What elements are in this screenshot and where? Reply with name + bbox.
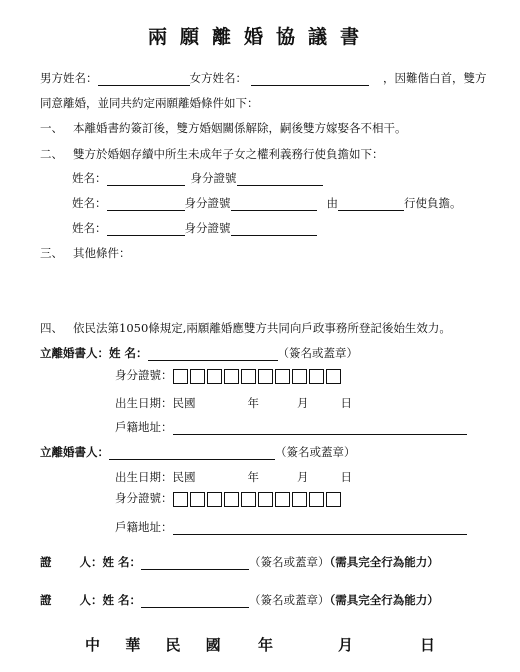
child-3-id-label: 身分證號 [184, 221, 231, 235]
party-1-month: 月 [297, 396, 309, 410]
footer-era: 中 華 民 國 [85, 636, 231, 654]
party-1-addr-field[interactable] [173, 422, 467, 435]
party-2-sign-note: （簽名或蓋章） [275, 445, 356, 459]
clause-4-text: 依民法第1050條規定,兩願離婚應雙方共同向戶政事務所登記後始生效力。 [73, 321, 451, 335]
child-1-name-field[interactable] [107, 173, 185, 186]
party-2-month: 月 [297, 470, 309, 484]
party-2-name-row [40, 444, 356, 460]
witness-1-label-a: 證 [40, 555, 52, 569]
witness-2-label-b: 人： [79, 593, 103, 607]
child-1-id-field[interactable] [237, 173, 323, 186]
id-box[interactable] [173, 492, 188, 507]
child-row-3 [72, 220, 317, 236]
party-1-dob-row [115, 395, 352, 411]
party-1-addr-label: 戶籍地址： [115, 420, 173, 434]
by-label: 由 [326, 196, 338, 210]
id-box[interactable] [326, 369, 341, 384]
party-1-id-label: 身分證號： [115, 368, 173, 382]
footer-year: 年 [258, 636, 274, 654]
clause-2 [40, 146, 384, 162]
witness-1-label-b: 人： [79, 555, 103, 569]
id-box[interactable] [241, 492, 256, 507]
husband-name-label: 男方姓名： [40, 71, 98, 85]
witness-2-row [40, 592, 439, 608]
child-2-name-label: 姓名： [72, 196, 107, 210]
id-box[interactable] [258, 492, 273, 507]
party-1-day: 日 [340, 396, 352, 410]
id-box[interactable] [190, 492, 205, 507]
witness-1-row [40, 554, 439, 570]
party-1-addr-row [115, 419, 467, 435]
party-1-id-row [115, 367, 343, 384]
party-2-id-label: 身分證號： [115, 491, 173, 505]
party-2-dob-label: 出生日期： [115, 470, 173, 484]
clause-2-number: 二、 [40, 147, 63, 161]
id-box[interactable] [207, 492, 222, 507]
party-1-name-field[interactable] [148, 348, 278, 361]
party-2-dob-row [115, 469, 352, 485]
witness-2-capacity: （需具完全行為能力） [329, 593, 439, 607]
party-2-id-boxes[interactable] [173, 492, 343, 507]
intro-line-1 [40, 70, 487, 86]
id-box[interactable] [275, 492, 290, 507]
child-2-id-field[interactable] [231, 198, 317, 211]
child-1-id-label: 身分證號 [190, 171, 237, 185]
clause-1-number: 一、 [40, 121, 63, 135]
party-1-label: 立離婚書人： [40, 346, 109, 360]
child-row-2 [72, 195, 462, 211]
witness-1-capacity: （需具完全行為能力） [329, 555, 439, 569]
child-3-name-label: 姓名： [72, 221, 107, 235]
id-box[interactable] [275, 369, 290, 384]
child-1-name-label: 姓名： [72, 171, 107, 185]
clause-3-text: 其他條件： [73, 246, 131, 260]
child-2-name-field[interactable] [107, 198, 185, 211]
witness-1-sign-note: （簽名或蓋章） [249, 555, 330, 569]
clause-1-text: 本離婚書約簽訂後，雙方婚姻關係解除，嗣後雙方嫁娶各不相干。 [73, 121, 407, 135]
witness-1-name-label: 姓 名： [102, 555, 142, 569]
clause-4 [40, 320, 451, 336]
child-3-name-field[interactable] [107, 223, 185, 236]
intro-line-2: 同意離婚，並同共約定兩願離婚條件如下： [40, 96, 259, 110]
witness-2-sign-note: （簽名或蓋章） [249, 593, 330, 607]
party-1-sign-note: （簽名或蓋章） [277, 346, 359, 360]
id-box[interactable] [309, 369, 324, 384]
id-box[interactable] [309, 492, 324, 507]
id-box[interactable] [173, 369, 188, 384]
witness-2-name-label: 姓 名： [102, 593, 142, 607]
husband-name-field[interactable] [98, 73, 190, 86]
custodian-field[interactable] [338, 198, 404, 211]
footer-month: 月 [338, 636, 354, 654]
party-2-addr-field[interactable] [173, 522, 467, 535]
party-1-dob-label: 出生日期： [115, 396, 173, 410]
id-box[interactable] [292, 369, 307, 384]
child-3-id-field[interactable] [231, 223, 317, 236]
child-2-id-label: 身分證號 [184, 196, 231, 210]
id-box[interactable] [224, 492, 239, 507]
wife-name-field[interactable] [251, 73, 369, 86]
id-box[interactable] [292, 492, 307, 507]
party-1-year: 年 [247, 396, 259, 410]
document-title: 兩願離婚協議書 [147, 26, 372, 48]
id-box[interactable] [241, 369, 256, 384]
footer-day: 日 [420, 636, 436, 654]
child-row-1 [72, 170, 323, 186]
clause-1 [40, 120, 407, 136]
party-2-day: 日 [340, 470, 352, 484]
id-box[interactable] [258, 369, 273, 384]
clause-4-number: 四、 [40, 321, 63, 335]
reason-text: ，因難偕白首，雙方 [383, 71, 487, 85]
clause-3 [40, 245, 131, 261]
witness-2-name-field[interactable] [141, 595, 249, 608]
id-box[interactable] [326, 492, 341, 507]
clause-3-number: 三、 [40, 246, 63, 260]
id-box[interactable] [190, 369, 205, 384]
party-2-era: 民國 [172, 470, 196, 484]
id-box[interactable] [224, 369, 239, 384]
wife-name-label: 女方姓名： [189, 71, 247, 85]
party-1-era: 民國 [172, 396, 196, 410]
party-2-year: 年 [247, 470, 259, 484]
witness-1-name-field[interactable] [141, 557, 249, 570]
party-2-label: 立離婚書人： [40, 445, 109, 459]
bear-label: 行使負擔。 [404, 196, 462, 210]
party-1-name-row [40, 345, 358, 361]
witness-2-label-a: 證 [40, 593, 52, 607]
party-2-id-row [115, 490, 343, 507]
id-box[interactable] [207, 369, 222, 384]
party-1-name-label: 姓 名： [109, 346, 148, 360]
clause-2-text: 雙方於婚姻存續中所生未成年子女之權利義務行使負擔如下： [73, 147, 384, 161]
party-2-name-field[interactable] [109, 447, 275, 460]
party-2-addr-row [115, 519, 467, 535]
party-1-id-boxes[interactable] [173, 369, 343, 384]
party-2-addr-label: 戶籍地址： [115, 520, 173, 534]
